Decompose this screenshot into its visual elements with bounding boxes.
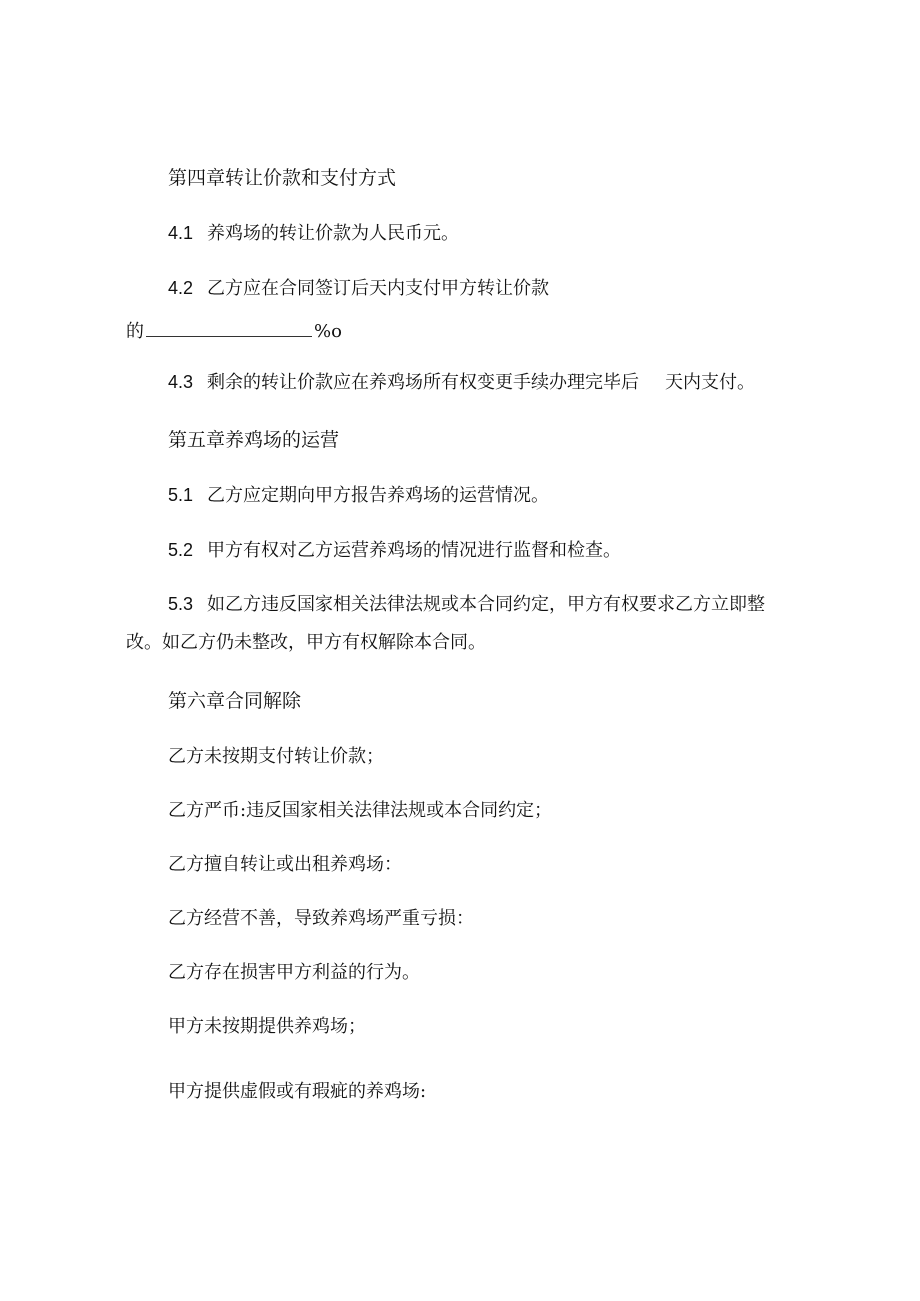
- continuation-prefix: 的: [126, 321, 144, 342]
- clause-number: 5.1: [168, 485, 194, 505]
- list-item: 乙方经营不善，导致养鸡场严重亏损：: [168, 908, 474, 929]
- clause-text: 养鸡场的转让价款为人民币元。: [207, 223, 460, 244]
- list-item: 甲方提供虚假或有瑕疵的养鸡场:: [168, 1081, 427, 1102]
- clause-number: 5.2: [168, 540, 194, 560]
- list-item: 乙方擅自转让或出租养鸡场：: [168, 854, 402, 875]
- clause-number: 4.2: [168, 278, 194, 298]
- clause-4-2-continuation: [126, 320, 342, 344]
- clause-text-a: 剩余的转让价款应在养鸡场所有权变更手续办理完毕后: [207, 372, 640, 393]
- clause-text: 如乙方违反国家相关法律法规或本合同约定，甲方有权要求乙方立即整: [207, 594, 766, 615]
- clause-text-b: 天内支付。: [665, 372, 756, 393]
- clause-5-2: [168, 538, 621, 563]
- clause-4-2: [168, 276, 549, 301]
- list-item: 乙方未按期支付转让价款；: [168, 746, 384, 767]
- list-item: 乙方存在损害甲方利益的行为。: [168, 962, 420, 983]
- clause-text: 乙方应定期向甲方报告养鸡场的运营情况。: [207, 485, 550, 506]
- continuation-suffix: %o: [314, 321, 342, 342]
- clause-text: 甲方有权对乙方运营养鸡场的情况进行监督和检查。: [207, 540, 622, 561]
- clause-4-3: [168, 370, 755, 395]
- list-item: 甲方未按期提供养鸡场；: [168, 1016, 366, 1037]
- clause-number: 4.3: [168, 372, 194, 392]
- clause-5-1: [168, 483, 549, 508]
- fill-in-blank: [146, 320, 312, 337]
- clause-5-3: [168, 592, 765, 617]
- clause-text: 乙方应在合同签订后天内支付甲方转让价款: [207, 278, 550, 299]
- chapter-6-title: 第六章合同解除: [168, 690, 302, 712]
- list-item: 乙方严币:违反国家相关法律法规或本合同约定；: [168, 800, 553, 821]
- clause-5-3-continuation: 改。如乙方仍未整改，甲方有权解除本合同。: [126, 632, 486, 653]
- clause-4-1: [168, 221, 459, 246]
- clause-number: 5.3: [168, 594, 194, 614]
- chapter-5-title: 第五章养鸡场的运营: [168, 429, 340, 451]
- clause-number: 4.1: [168, 223, 194, 243]
- chapter-4-title: 第四章转让价款和支付方式: [168, 167, 397, 189]
